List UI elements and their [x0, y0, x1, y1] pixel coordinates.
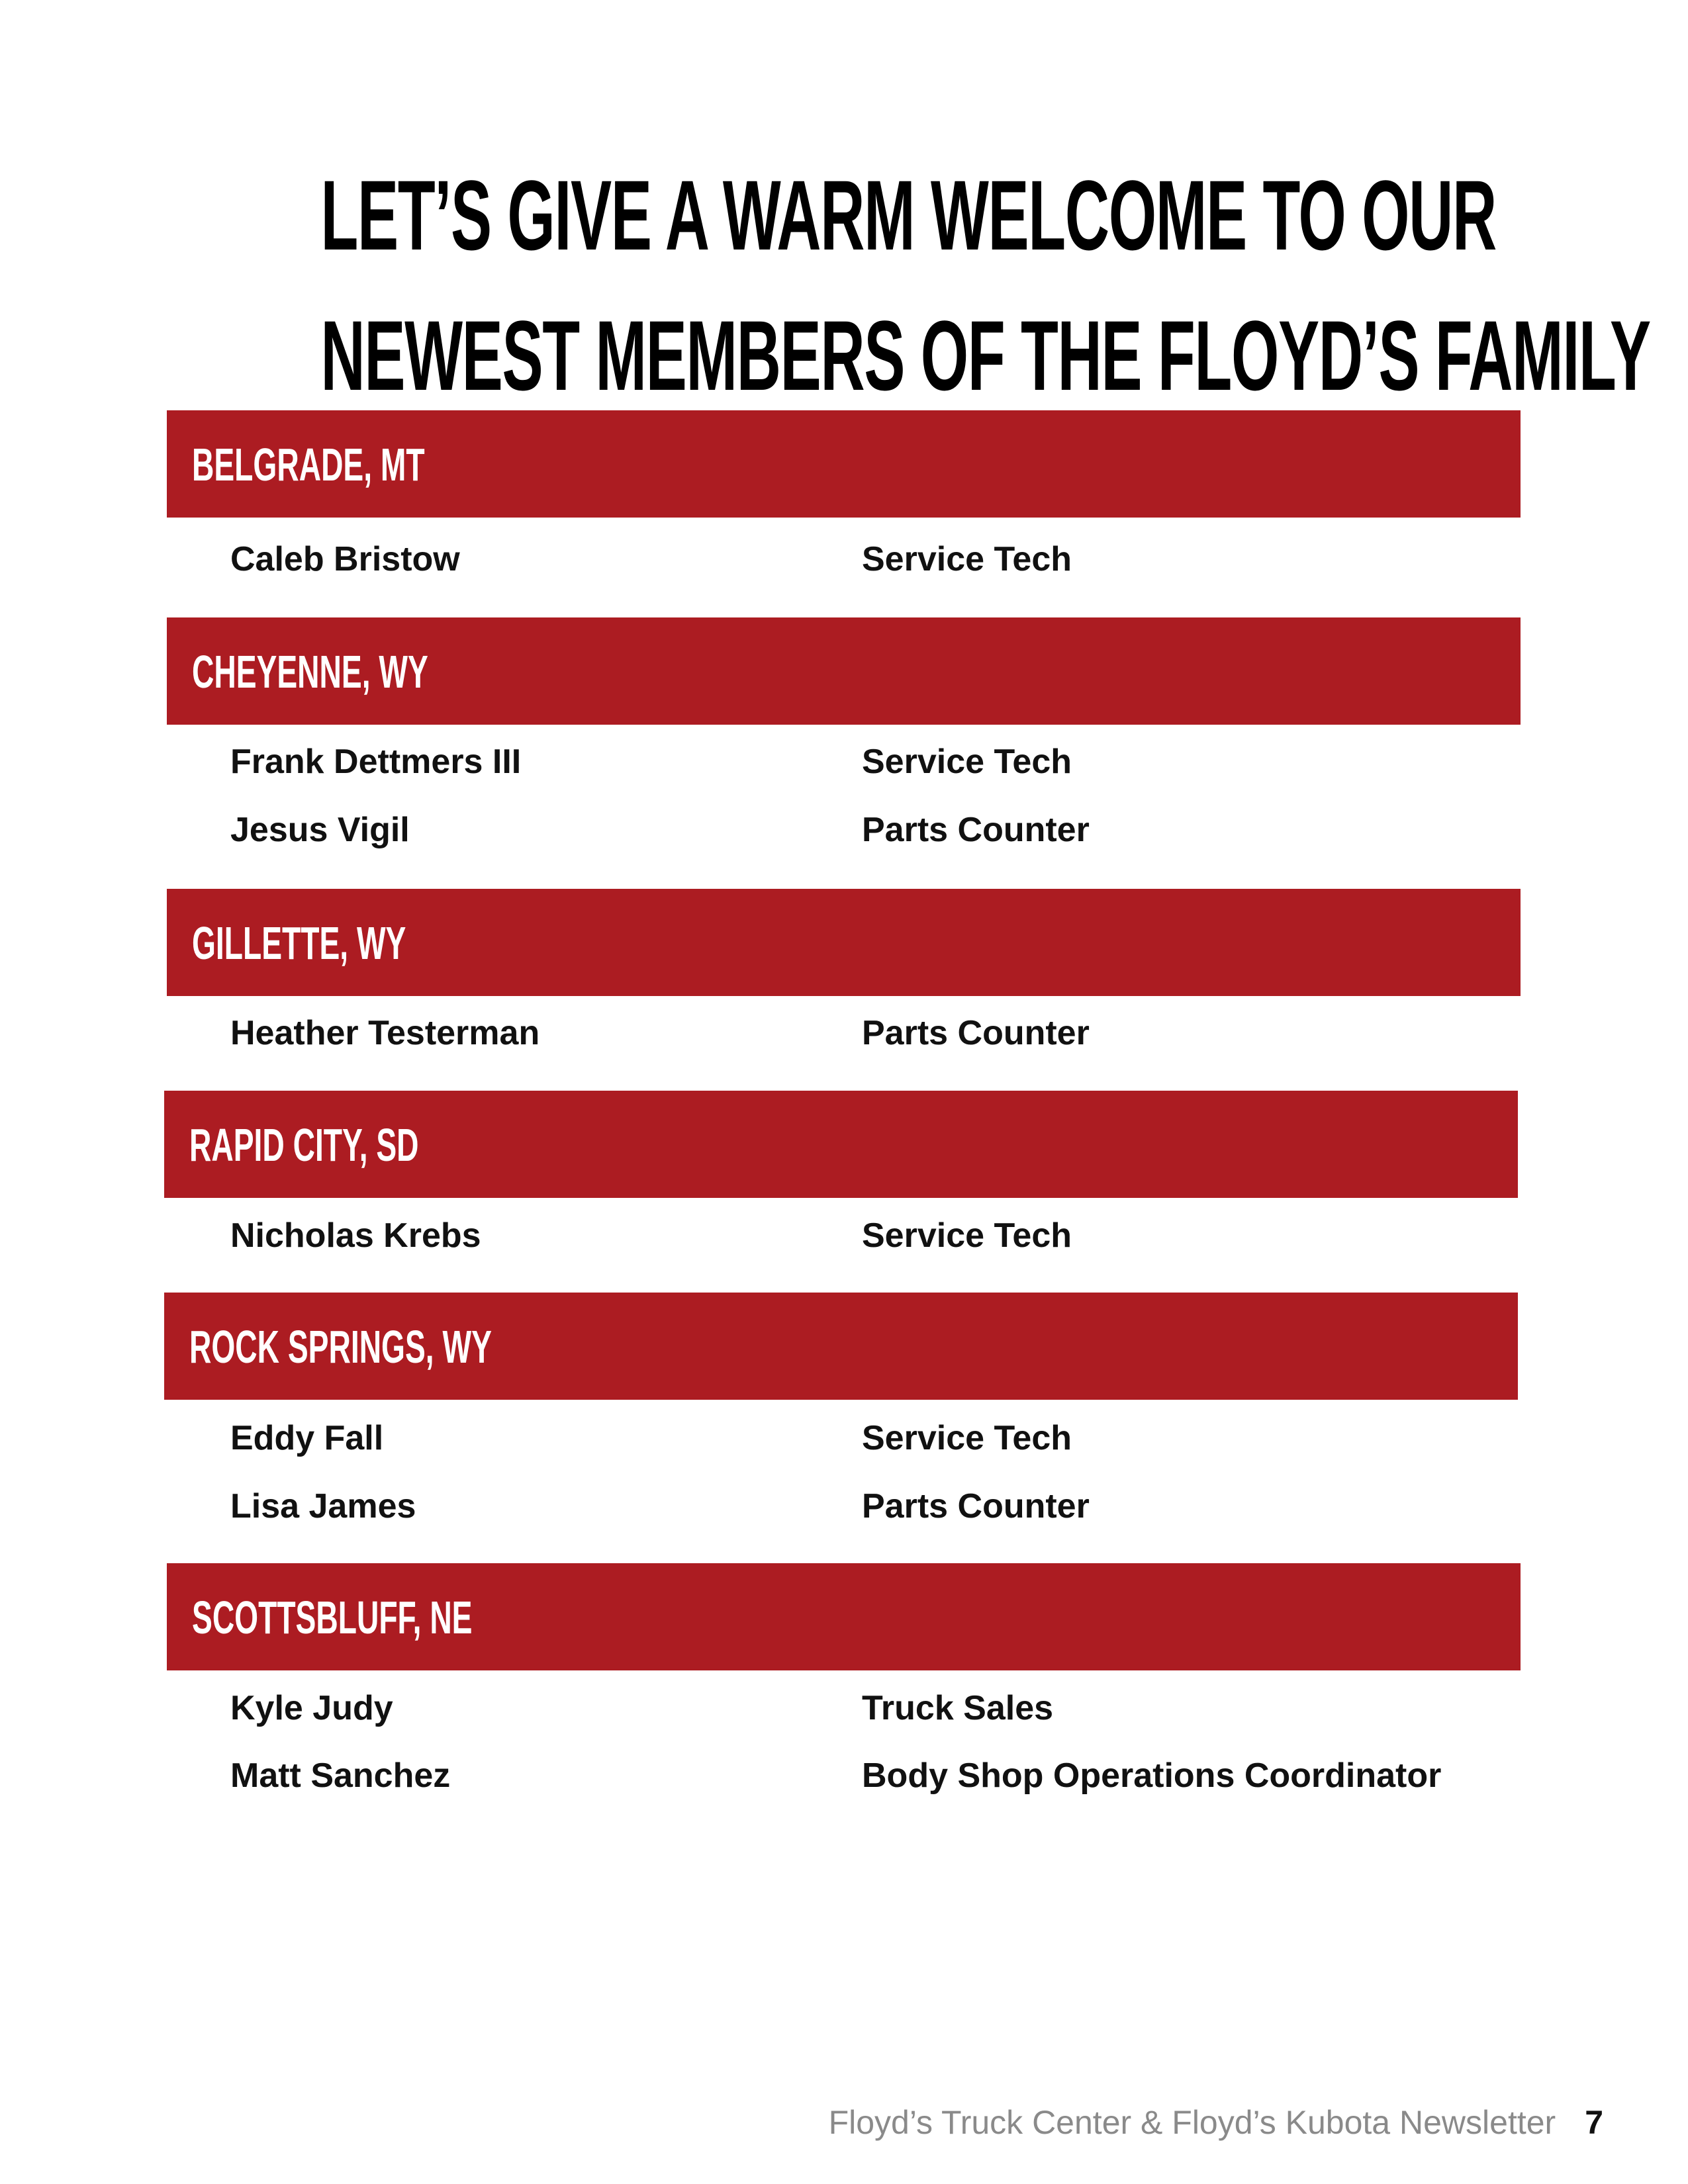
- member-name: Kyle Judy: [230, 1689, 393, 1727]
- member-role: Service Tech: [862, 1419, 1072, 1457]
- page-number: 7: [1585, 2104, 1603, 2141]
- page-footer: [829, 2101, 1603, 2144]
- member-row: [0, 1212, 1688, 1259]
- page-title: [0, 145, 1688, 426]
- location-header-rock-springs: [164, 1293, 1518, 1400]
- location-label: SCOTTSBLUFF, NE: [192, 1592, 473, 1643]
- member-name: Matt Sanchez: [230, 1756, 451, 1795]
- member-row: [0, 1010, 1688, 1056]
- member-row: [0, 1752, 1688, 1799]
- member-name: Heather Testerman: [230, 1014, 540, 1052]
- location-label: CHEYENNE, WY: [192, 646, 428, 698]
- title-line-1: LET’S GIVE A WARM WELCOME TO OUR: [320, 159, 1497, 271]
- location-label: RAPID CITY, SD: [189, 1119, 419, 1171]
- location-header-scottsbluff: [167, 1563, 1521, 1670]
- location-header-cheyenne: [167, 617, 1521, 725]
- member-role: Service Tech: [862, 743, 1072, 781]
- location-header-rapid-city: [164, 1091, 1518, 1198]
- location-label: ROCK SPRINGS, WY: [189, 1321, 492, 1373]
- location-label: GILLETTE, WY: [192, 917, 406, 969]
- member-name: Jesus Vigil: [230, 811, 410, 849]
- member-name: Nicholas Krebs: [230, 1216, 481, 1255]
- member-name: Caleb Bristow: [230, 540, 460, 578]
- member-row: [0, 1483, 1688, 1529]
- member-row: [0, 536, 1688, 582]
- location-header-gillette: [167, 889, 1521, 996]
- location-label: BELGRADE, MT: [192, 439, 425, 490]
- member-role: Parts Counter: [862, 811, 1090, 849]
- member-role: Body Shop Operations Coordinator: [862, 1756, 1442, 1795]
- location-header-belgrade: [167, 410, 1521, 518]
- title-line-2: NEWEST MEMBERS OF THE FLOYD’S FAMILY: [320, 299, 1650, 411]
- member-row: [0, 739, 1688, 785]
- member-row: [0, 1415, 1688, 1461]
- member-row: [0, 1685, 1688, 1731]
- member-row: [0, 807, 1688, 853]
- member-role: Parts Counter: [862, 1014, 1090, 1052]
- member-role: Parts Counter: [862, 1487, 1090, 1525]
- member-role: Service Tech: [862, 1216, 1072, 1255]
- member-name: Eddy Fall: [230, 1419, 384, 1457]
- member-role: Service Tech: [862, 540, 1072, 578]
- member-name: Lisa James: [230, 1487, 416, 1525]
- newsletter-title: Floyd’s Truck Center & Floyd’s Kubota Newsletter: [828, 2104, 1556, 2141]
- member-role: Truck Sales: [862, 1689, 1054, 1727]
- member-name: Frank Dettmers III: [230, 743, 522, 781]
